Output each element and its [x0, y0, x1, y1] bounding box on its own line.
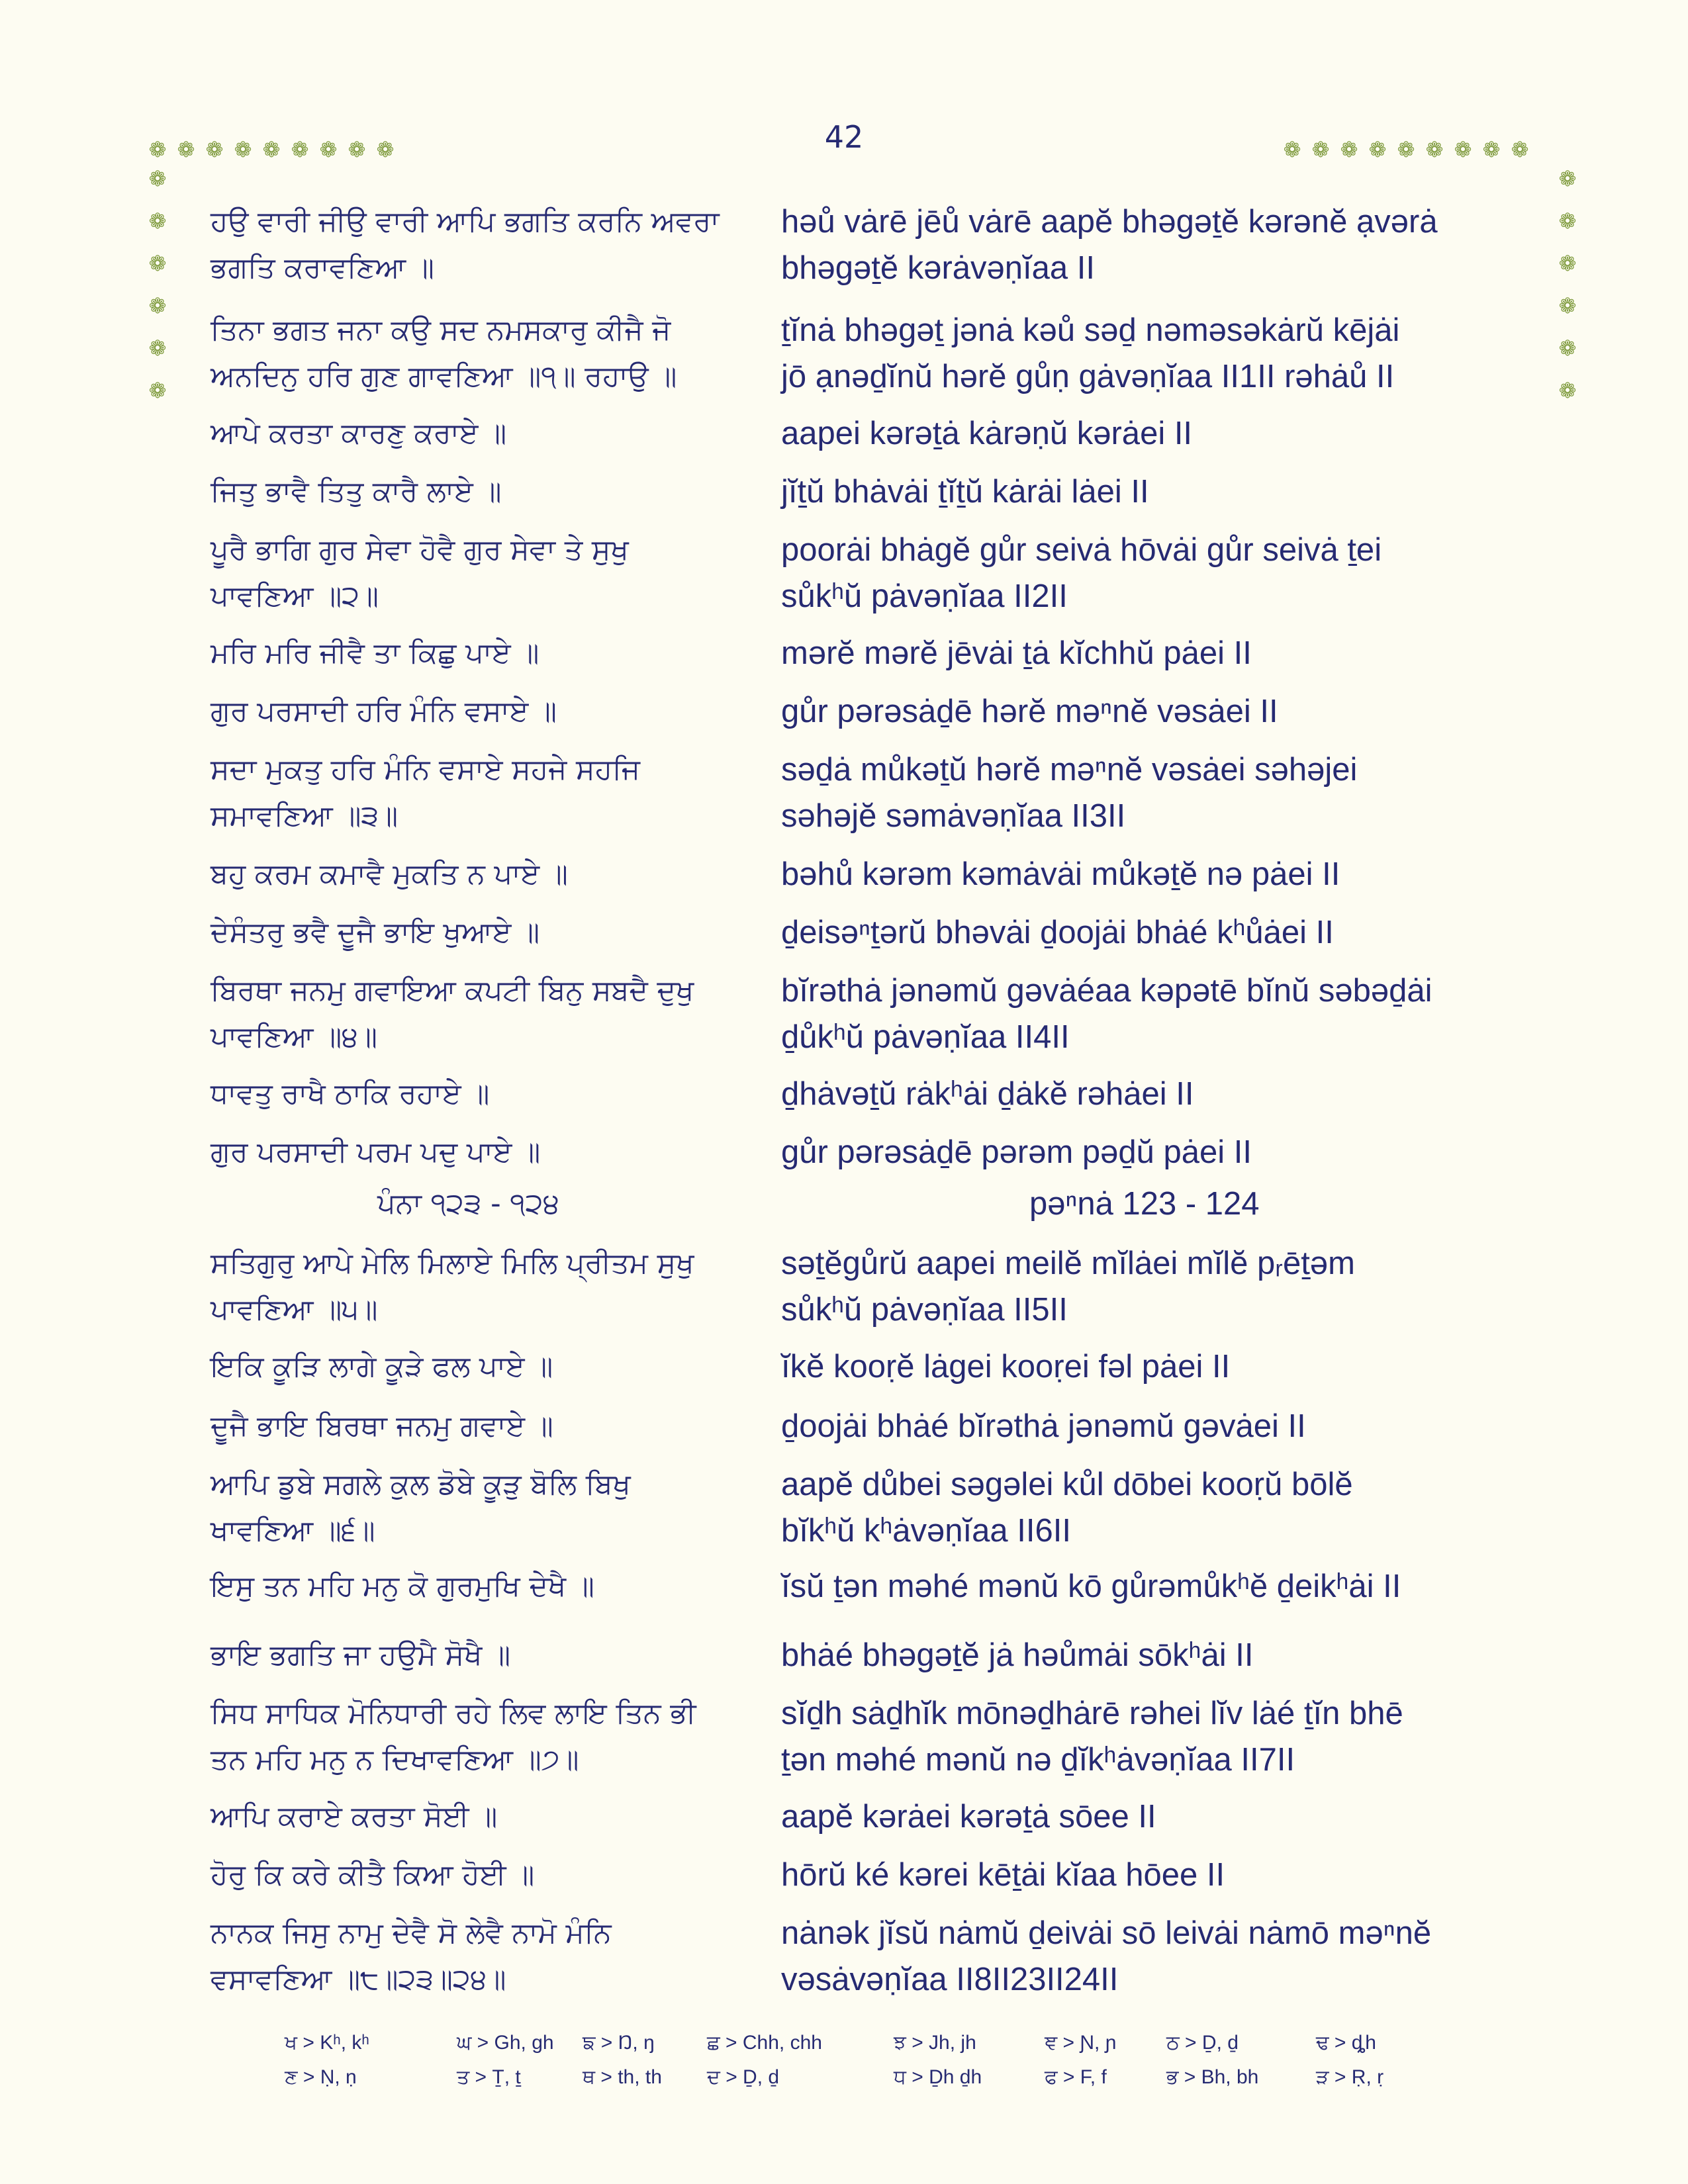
transliteration-line: jō ạnəḏĭnŭ hərĕ gůṇ gȧvəṇĭaa II1II rəhȧů II: [781, 359, 1395, 394]
transliteration-line: hōrŭ ké kərei kēṯȧi kĭaa hōee II: [781, 1857, 1225, 1893]
transliteration-line: həů vȧrē jēů vȧrē aapĕ bhəgəṯĕ kərənĕ ạvərȧ: [781, 204, 1438, 240]
gurmukhi-line: ਦੇਸੰਤਰੁ ਭਵੈ ਦੂਜੈ ਭਾਇ ਖੁਆਏ ॥: [211, 916, 540, 949]
transliteration-line: sůkʰŭ pȧvəṇĭaa II2II: [781, 578, 1068, 614]
transliteration-text: [781, 1343, 1230, 1390]
flower-ornament-icon: ❁: [348, 137, 366, 162]
gurmukhi-text: [211, 1852, 534, 1898]
gurmukhi-text: [211, 909, 539, 956]
legend-entry: ਛ > Chh, chh: [707, 2032, 822, 2054]
transliteration-line: ṯən məhé mənŭ nə ḏĭkʰȧvəṇĭaa II7II: [781, 1742, 1295, 1778]
flower-ornament-icon: ❁: [148, 137, 167, 162]
gurmukhi-line: ਦੂਜੈ ਭਾਇ ਬਿਰਥਾ ਜਨਮੁ ਗਵਾਏ ॥: [211, 1410, 553, 1443]
transliteration-line: pəⁿnȧ 123 - 124: [1029, 1186, 1260, 1222]
transliteration-line: bəhů kərəm kəmȧvȧi můkəṯĕ nə pȧei II: [781, 856, 1340, 892]
transliteration-text: [781, 968, 1432, 1060]
transliteration-text: [781, 1240, 1355, 1333]
gurmukhi-text: [211, 527, 629, 619]
flower-ornament-icon: ❁: [148, 208, 167, 234]
transliteration-line: aapei kərəṯȧ kȧrəṇŭ kərȧei II: [781, 416, 1193, 451]
transliteration-line: gůr pərəsȧḏē hərĕ məⁿnĕ vəsȧei II: [781, 694, 1278, 729]
gurmukhi-line: ਭਗਤਿ ਕਰਾਵਣਿਆ ॥: [211, 251, 434, 285]
gurmukhi-line: ਪੂਰੈ ਭਾਗਿ ਗੁਰ ਸੇਵਾ ਹੋਵੈ ਗੁਰ ਸੇਵਾ ਤੇ ਸੁਖੁ: [211, 533, 629, 567]
legend-entry: ਙ > Ŋ, ŋ: [583, 2032, 655, 2054]
gurmukhi-line: ਬਹੁ ਕਰਮ ਕਮਾਵੈ ਮੁਕਤਿ ਨ ਪਾਏ ॥: [211, 858, 568, 891]
transliteration-text: [781, 909, 1334, 956]
gurmukhi-line: ਇਸੁ ਤਨ ਮਹਿ ਮਨੁ ਕੋ ਗੁਰਮੁਖਿ ਦੇਖੈ ॥: [211, 1570, 594, 1603]
gurmukhi-line: ਗੁਰ ਪਰਸਾਦੀ ਹਰਿ ਮੰਨਿ ਵਸਾਏ ॥: [211, 695, 557, 728]
transliteration-line: aapĕ důbei səgəlei kůl dōbei kooṛŭ bōlĕ: [781, 1467, 1353, 1502]
gurmukhi-text: [211, 1910, 612, 2003]
legend-entry: ਣ > Ṇ, ṇ: [285, 2066, 357, 2088]
transliteration-line: sůkʰŭ pȧvəṇĭaa II5II: [781, 1292, 1068, 1328]
flower-ornament-icon: ❁: [148, 166, 167, 191]
flower-ornament-icon: ❁: [1340, 137, 1358, 162]
transliteration-text: [781, 469, 1149, 515]
flower-ornament-icon: ❁: [1558, 208, 1577, 234]
gurmukhi-line: ਵਸਾਵਣਿਆ ॥੮॥੨੩॥੨੪॥: [211, 1963, 506, 1996]
gurmukhi-text: [211, 1794, 497, 1840]
legend-entry: ਦ > Ḏ, ḏ: [707, 2066, 780, 2088]
transliteration-line: səhəjĕ səmȧvəṇĭaa II3II: [781, 798, 1126, 834]
gurmukhi-text: [211, 1690, 696, 1783]
transliteration-line: səḏȧ můkəṯŭ hərĕ məⁿnĕ vəsȧei səhəjei: [781, 752, 1358, 788]
gurmukhi-text: [211, 1632, 510, 1678]
gurmukhi-text: [211, 630, 539, 676]
gurmukhi-text: [211, 1071, 489, 1117]
ornament-border-left: [144, 165, 171, 420]
legend-entry: ਝ > Jh, jh: [894, 2032, 976, 2054]
transliteration-text: [781, 688, 1278, 735]
transliteration-text: [781, 410, 1192, 457]
transliteration-line: jĭṯŭ bhȧvȧi ṯĭṯŭ kȧrȧi lȧei II: [781, 474, 1149, 510]
transliteration-line: bĭrəthȧ jənəmŭ gəvȧéaa kəpətē bĭnŭ səbəḏȧi: [781, 973, 1432, 1009]
flower-ornament-icon: ❁: [177, 137, 195, 162]
transliteration-line: ĭkĕ kooṛĕ lȧgei kooṛei fəl pȧei II: [781, 1349, 1231, 1385]
gurmukhi-line: ਅਨਦਿਨੁ ਹਰਿ ਗੁਣ ਗਾਵਣਿਆ ॥੧॥ ਰਹਾਉ ॥: [211, 360, 677, 393]
transliteration-text: [781, 1129, 1252, 1175]
flower-ornament-icon: ❁: [1368, 137, 1387, 162]
transliteration-line: bĭkʰŭ kʰȧvəṇĭaa II6II: [781, 1513, 1071, 1549]
gurmukhi-line: ਸਿਧ ਸਾਧਿਕ ਮੋਨਿਧਾਰੀ ਰਹੇ ਲਿਵ ਲਾਇ ਤਿਨ ਭੀ: [211, 1697, 696, 1730]
transliteration-line: ḏeisəⁿṯərŭ bhəvȧi ḏoojȧi bhȧé kʰůȧei II: [781, 915, 1334, 950]
flower-ornament-icon: ❁: [1511, 137, 1529, 162]
transliteration-text: [781, 1794, 1156, 1840]
transliteration-text: [781, 307, 1399, 400]
transliteration-line: sĭḏh sȧḏhĭk mōnəḏhȧrē rəhei lĭv lȧé ṯĭn bhē: [781, 1696, 1403, 1731]
ornament-border-right: [1554, 165, 1581, 420]
gurmukhi-line: ਪਾਵਣਿਆ ॥੪॥: [211, 1021, 377, 1054]
flower-ornament-icon: ❁: [148, 378, 167, 403]
flower-ornament-icon: ❁: [1425, 137, 1444, 162]
transliteration-text: [781, 851, 1340, 897]
transliteration-text: [1029, 1181, 1260, 1227]
gurmukhi-line: ਆਪਿ ਕਰਾਏ ਕਰਤਾ ਸੋਈ ॥: [211, 1800, 498, 1833]
flower-ornament-icon: ❁: [319, 137, 338, 162]
transliteration-line: bhȧé bhəgəṯĕ jȧ həůmȧi sōkʰȧi II: [781, 1637, 1254, 1673]
gurmukhi-line: ਜਿਤੁ ਭਾਵੈ ਤਿਤੁ ਕਾਰੈ ਲਾਏ ॥: [211, 475, 502, 508]
flower-ornament-icon: ❁: [1311, 137, 1330, 162]
gurmukhi-text: [211, 1403, 553, 1449]
gurmukhi-line: ਇਕਿ ਕੂੜਿ ਲਾਗੇ ਕੂੜੇ ਫਲ ਪਾਏ ॥: [211, 1350, 553, 1383]
transliteration-text: [781, 1690, 1403, 1783]
flower-ornament-icon: ❁: [148, 251, 167, 276]
page-number: 42: [824, 119, 864, 155]
transliteration-line: ĭsŭ ṯən məhé mənŭ kō gůrəmůkʰĕ ḏeikʰȧi II: [781, 1569, 1401, 1604]
transliteration-line: nȧnək jĭsŭ nȧmŭ ḏeivȧi sō leivȧi nȧmō məⁿnĕ: [781, 1915, 1432, 1951]
transliteration-text: [781, 527, 1382, 619]
flower-ornament-icon: ❁: [1397, 137, 1415, 162]
gurmukhi-text: [211, 410, 506, 457]
transliteration-line: ḏůkʰŭ pȧvəṇĭaa II4II: [781, 1019, 1070, 1055]
flower-ornament-icon: ❁: [262, 137, 281, 162]
legend-entry: ਤ > Ṯ, ṯ: [457, 2066, 521, 2088]
gurmukhi-line: ਭਾਇ ਭਗਤਿ ਜਾ ਹਉਮੈ ਸੋਖੈ ॥: [211, 1639, 511, 1672]
gurmukhi-line: ਧਾਵਤੁ ਰਾਖੈ ਠਾਕਿ ਰਹਾਏ ॥: [211, 1077, 490, 1111]
flower-ornament-icon: ❁: [1558, 166, 1577, 191]
flower-ornament-icon: ❁: [376, 137, 395, 162]
gurmukhi-line: ਸਦਾ ਮੁਕਤੁ ਹਰਿ ਮੰਨਿ ਵਸਾਏ ਸਹਜੇ ਸਹਜਿ: [211, 753, 641, 786]
gurmukhi-text: [211, 1343, 553, 1390]
gurmukhi-line: ਤਨ ਮਹਿ ਮਨੁ ਨ ਦਿਖਾਵਣਿਆ ॥੭॥: [211, 1743, 579, 1776]
transliteration-line: ṯĭnȧ bhəgəṯ jənȧ kəů səḏ nəməsəkȧrŭ kējȧi: [781, 312, 1400, 348]
flower-ornament-icon: ❁: [1454, 137, 1472, 162]
gurmukhi-line: ਨਾਨਕ ਜਿਸੁ ਨਾਮੁ ਦੇਵੈ ਸੋ ਲੇਵੈ ਨਾਮੋ ਮੰਨਿ: [211, 1917, 612, 1950]
transliteration-line: mərĕ mərĕ jēvȧi ṯȧ kĭchhŭ pȧei II: [781, 635, 1252, 671]
flower-ornament-icon: ❁: [1558, 293, 1577, 318]
flower-ornament-icon: ❁: [148, 336, 167, 361]
flower-ornament-icon: ❁: [1283, 137, 1301, 162]
gurmukhi-text: [211, 1563, 594, 1610]
ornament-border-top-left: [144, 136, 400, 163]
legend-entry: ਭ > Bh, bh: [1166, 2066, 1259, 2088]
flower-ornament-icon: ❁: [205, 137, 224, 162]
flower-ornament-icon: ❁: [234, 137, 252, 162]
gurmukhi-line: ਹੋਰੁ ਕਿ ਕਰੇ ਕੀਤੈ ਕਿਆ ਹੋਈ ॥: [211, 1858, 535, 1891]
transliteration-line: ḏhȧvəṯŭ rȧkʰȧi ḏȧkĕ rəhȧei II: [781, 1076, 1194, 1112]
gurmukhi-text: [211, 469, 501, 515]
transliteration-line: vəsȧvəṇĭaa II8II23II24II: [781, 1962, 1119, 1997]
gurmukhi-line: ਆਪੇ ਕਰਤਾ ਕਾਰਣੁ ਕਰਾਏ ॥: [211, 417, 507, 450]
transliteration-line: bhəgəṯĕ kərȧvəṇĭaa II: [781, 250, 1096, 286]
flower-ornament-icon: ❁: [1558, 378, 1577, 403]
gurmukhi-line: ਬਿਰਥਾ ਜਨਮੁ ਗਵਾਇਆ ਕਪਟੀ ਬਿਨੁ ਸਬਦੈ ਦੁਖੁ: [211, 974, 694, 1007]
transliteration-text: [781, 747, 1357, 839]
gurmukhi-text: [211, 688, 557, 735]
gurmukhi-line: ਖਾਵਣਿਆ ॥੬॥: [211, 1514, 375, 1547]
legend-entry: ਖ > Kʰ, kʰ: [285, 2032, 369, 2054]
legend-entry: ੜ > Ṛ, ṛ: [1316, 2066, 1384, 2088]
gurmukhi-text: [211, 1129, 540, 1175]
transliteration-line: poorȧi bhȧgĕ gůr seivȧ hōvȧi gůr seivȧ ṯei: [781, 532, 1382, 568]
gurmukhi-text: [211, 307, 677, 400]
transliteration-text: [781, 630, 1252, 676]
transliteration-text: [781, 1910, 1431, 2003]
transliteration-text: [781, 1563, 1401, 1610]
gurmukhi-line: ਤਿਨਾ ਭਗਤ ਜਨਾ ਕਉ ਸਦ ਨਮਸਕਾਰੁ ਕੀਜੈ ਜੋ: [211, 314, 671, 347]
gurmukhi-line: ਪਾਵਣਿਆ ॥੨॥: [211, 580, 379, 613]
transliteration-text: [781, 1071, 1194, 1117]
gurmukhi-text: [211, 968, 694, 1060]
gurmukhi-line: ਪਾਵਣਿਆ ॥੫॥: [211, 1293, 378, 1326]
legend-entry: ਘ > Gh, gh: [457, 2032, 554, 2054]
flower-ornament-icon: ❁: [1482, 137, 1501, 162]
transliteration-line: gůr pərəsȧḏē pərəm pəḏŭ pȧei II: [781, 1134, 1252, 1170]
transliteration-text: [781, 1403, 1306, 1449]
gurmukhi-text: [377, 1181, 559, 1227]
legend-entry: ਠ > Ḏ, ḏ: [1166, 2032, 1239, 2054]
gurmukhi-text: [211, 199, 720, 291]
gurmukhi-line: ਹਉ ਵਾਰੀ ਜੀਉ ਵਾਰੀ ਆਪਿ ਭਗਤਿ ਕਰਨਿ ਅਵਰਾ: [211, 205, 720, 238]
gurmukhi-line: ਸਤਿਗੁਰੁ ਆਪੇ ਮੇਲਿ ਮਿਲਾਏ ਮਿਲਿ ਪ੍ਰੀਤਮ ਸੁਖੁ: [211, 1247, 694, 1280]
transliteration-text: [781, 1632, 1253, 1678]
legend-entry: ਧ > Ḏh ḏh: [894, 2066, 982, 2088]
flower-ornament-icon: ❁: [148, 293, 167, 318]
flower-ornament-icon: ❁: [1558, 251, 1577, 276]
legend-entry: ਢ > ȡh: [1316, 2032, 1376, 2054]
gurmukhi-line: ਪੰਨਾ ੧੨੩ - ੧੨੪: [377, 1187, 560, 1220]
legend-entry: ਥ > th, th: [583, 2066, 662, 2088]
transliteration-text: [781, 1852, 1225, 1898]
gurmukhi-line: ਸਮਾਵਣਿਆ ॥੩॥: [211, 799, 399, 833]
legend-entry: ਫ > F, f: [1045, 2066, 1107, 2088]
ornament-border-top-right: [1279, 136, 1535, 163]
transliteration-text: [781, 1461, 1353, 1554]
transliteration-line: səṯĕgůrŭ aapei meilĕ mĭlȧei mĭlĕ pᵣēṯəm: [781, 1246, 1355, 1281]
legend-entry: ਞ > Ɲ, ɲ: [1045, 2032, 1117, 2054]
gurmukhi-text: [211, 851, 568, 897]
transliteration-line: ḏoojȧi bhȧé bĭrəthȧ jənəmŭ gəvȧei II: [781, 1408, 1306, 1444]
transliteration-text: [781, 199, 1438, 291]
gurmukhi-line: ਗੁਰ ਪਰਸਾਦੀ ਪਰਮ ਪਦੁ ਪਾਏ ॥: [211, 1136, 541, 1169]
gurmukhi-text: [211, 1461, 631, 1554]
flower-ornament-icon: ❁: [291, 137, 309, 162]
gurmukhi-line: ਮਰਿ ਮਰਿ ਜੀਵੈ ਤਾ ਕਿਛੁ ਪਾਏ ॥: [211, 637, 539, 670]
gurmukhi-text: [211, 747, 640, 839]
gurmukhi-text: [211, 1240, 694, 1333]
flower-ornament-icon: ❁: [1558, 336, 1577, 361]
gurmukhi-line: ਆਪਿ ਡੁਬੇ ਸਗਲੇ ਕੁਲ ਡੋਬੇ ਕੂੜੁ ਬੋਲਿ ਬਿਖੁ: [211, 1468, 631, 1501]
transliteration-line: aapĕ kərȧei kərəṯȧ sōee II: [781, 1799, 1156, 1835]
